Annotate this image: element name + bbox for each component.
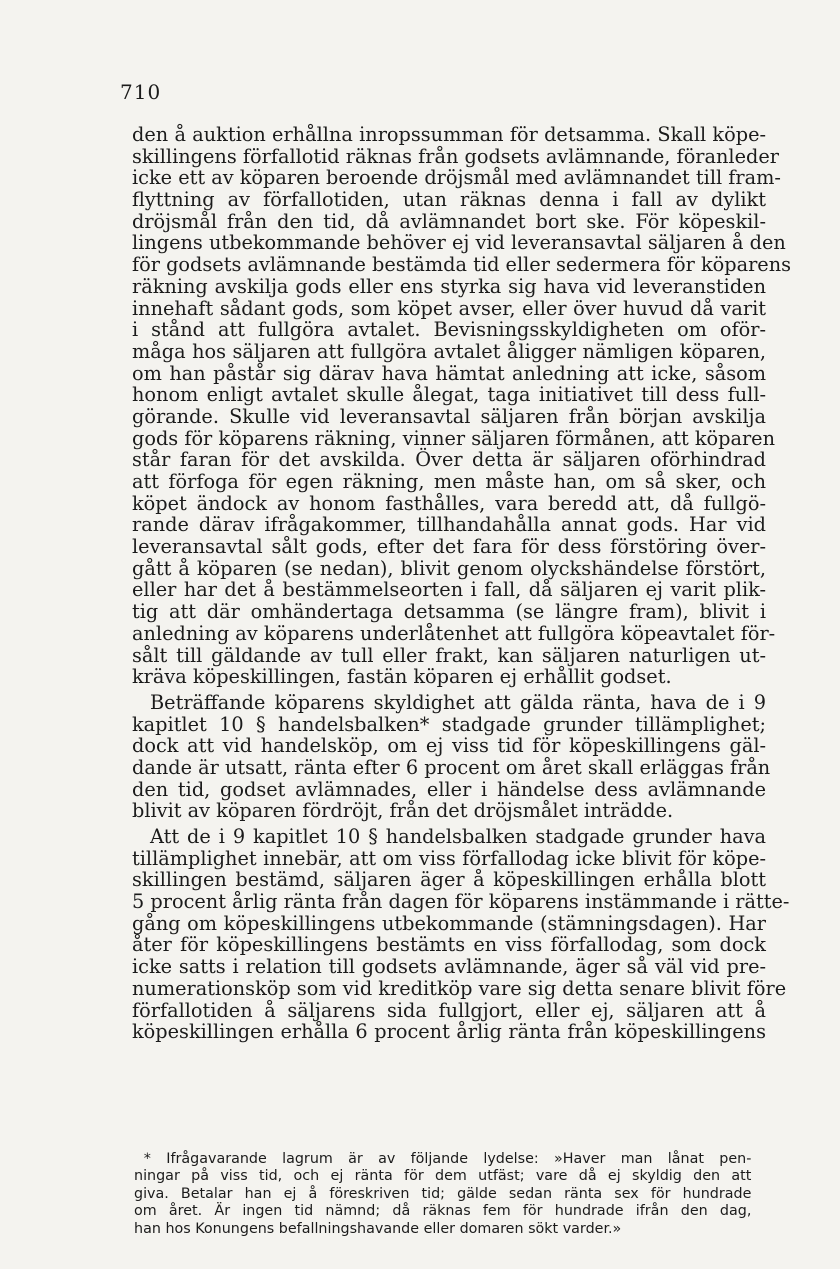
text-line: dock att vid handelsköp, om ej viss tid för köpeskillingens gäl- <box>132 734 766 758</box>
text-line: numerationsköp som vid kreditköp vare sig detta senare blivit före <box>132 976 787 1000</box>
text-line: i stånd att fullgöra avtalet. Bevisningsskyldigheten om oför- <box>132 318 766 342</box>
text-line: måga hos säljaren att fullgöra avtalet åligger nämligen köparen, <box>132 339 766 363</box>
text-line: leveransavtal sålt gods, efter det fara för dess förstöring över- <box>132 535 766 559</box>
footnote-line: om året. Är ingen tid nämnd; då räknas fem för hundrade ifrån den dag, <box>134 1202 752 1220</box>
text-line: görande. Skulle vid leveransavtal säljaren från början avskilja <box>132 404 766 428</box>
paragraph-3 <box>132 825 790 1044</box>
footnote-line: ningar på viss tid, och ej ränta för dem utfäst; vare då ej skyldig den att <box>134 1167 752 1185</box>
text-line: dröjsmål från den tid, då avlämnandet bort ske. För köpeskil- <box>132 209 766 233</box>
text-line: lingens utbekommande behöver ej vid leveransavtal säljaren å den <box>132 231 786 255</box>
text-line: köpet ändock av honom fasthålles, vara beredd att, då fullgö- <box>132 491 766 515</box>
footnote-line: han hos Konungens befallningshavande eller domaren sökt varder.» <box>134 1219 622 1237</box>
text-line: tillämplighet innebär, att om viss förfallodag icke blivit för köpe- <box>132 846 766 870</box>
body-text <box>132 123 792 1044</box>
text-line: att förfoga för egen räkning, men måste han, om så sker, och <box>132 470 766 493</box>
text-line: gått å köparen (se nedan), blivit genom olyckshändelse förstört, <box>132 556 766 580</box>
text-line: icke ett av köparen beroende dröjsmål med avlämnandet till fram- <box>132 166 781 190</box>
text-line: för godsets avlämnande bestämda tid eller sedermera för köparens <box>132 253 792 277</box>
footnote-line: giva. Betalar han ej å föreskriven tid; gälde sedan ränta sex för hundrade <box>134 1184 752 1202</box>
text-line: flyttning av förfallotiden, utan räknas denna i fall av dylikt <box>132 188 766 212</box>
text-line: kräva köpeskillingen, fastän köparen ej erhållit godset. <box>132 665 672 689</box>
text-line: den tid, godset avlämnades, eller i händelse dess avlämnande <box>132 777 766 801</box>
text-line: dande är utsatt, ränta efter 6 procent om året skall erläggas från <box>132 755 771 779</box>
text-line: eller har det å bestämmelseorten i fall, då säljaren ej varit plik- <box>132 578 766 602</box>
text-line: kapitlet 10 § handelsbalken* stadgade grunder tillämplighet; <box>132 712 766 736</box>
paragraph-2 <box>132 690 771 823</box>
text-line: räkning avskilja gods eller ens styrka sig hava vid leveranstiden <box>132 274 766 298</box>
text-line: skillingens förfallotid räknas från godsets avlämnande, föranleder <box>132 144 779 168</box>
footnote-line: * Ifrågavarande lagrum är av följande lydelse: »Haver man lånat pen- <box>143 1150 752 1167</box>
text-line: köpeskillingen erhålla 6 procent årlig ränta från köpeskillingens <box>132 1020 766 1044</box>
text-line: förfallotiden å säljarens sida fullgjort, eller ej, säljaren att å <box>132 998 766 1022</box>
text-line: gods för köparens räkning, vinner säljaren förmånen, att köparen <box>132 426 776 450</box>
text-line: 5 procent årlig ränta från dagen för köparens instämmande i rätte- <box>132 890 790 914</box>
page-number: 710 <box>120 80 162 104</box>
text-line: tig att där omhändertaga detsamma (se längre fram), blivit i <box>132 600 766 624</box>
text-line: den å auktion erhållna inropssumman för detsamma. Skall köpe- <box>132 123 766 146</box>
text-line: anledning av köparens underlåtenhet att fullgöra köpeavtalet för- <box>132 621 776 645</box>
text-line: skillingen bestämd, säljaren äger å köpeskillingen erhålla blott <box>132 868 766 892</box>
text-line: icke satts i relation till godsets avlämnande, äger så väl vid pre- <box>132 955 766 979</box>
text-line: Beträffande köparens skyldighet att gälda ränta, hava de i 9 <box>150 690 766 714</box>
text-line: står faran för det avskilda. Över detta är säljaren oförhindrad <box>132 448 766 472</box>
text-line: blivit av köparen fördröjt, från det dröjsmålet inträdde. <box>132 799 674 823</box>
footnote <box>134 1150 764 1237</box>
text-line: gång om köpeskillingens utbekommande (stämningsdagen). Har <box>132 911 766 935</box>
text-line: sålt till gäldande av tull eller frakt, kan säljaren naturligen ut- <box>132 643 766 667</box>
text-line: innehaft sådant gods, som köpet avser, eller över huvud då varit <box>132 296 766 320</box>
text-line: rande därav ifrågakommer, tillhandahålla annat gods. Har vid <box>132 513 766 537</box>
text-line: åter för köpeskillingens bestämts en viss förfallodag, som dock <box>132 933 766 957</box>
text-line: Att de i 9 kapitlet 10 § handelsbalken stadgade grunder hava <box>150 825 766 848</box>
text-line: honom enligt avtalet skulle ålegat, taga initiativet till dess full- <box>132 383 766 407</box>
text-line: om han påstår sig därav hava hämtat anledning att icke, såsom <box>132 361 766 385</box>
paragraph-1 <box>132 123 792 689</box>
